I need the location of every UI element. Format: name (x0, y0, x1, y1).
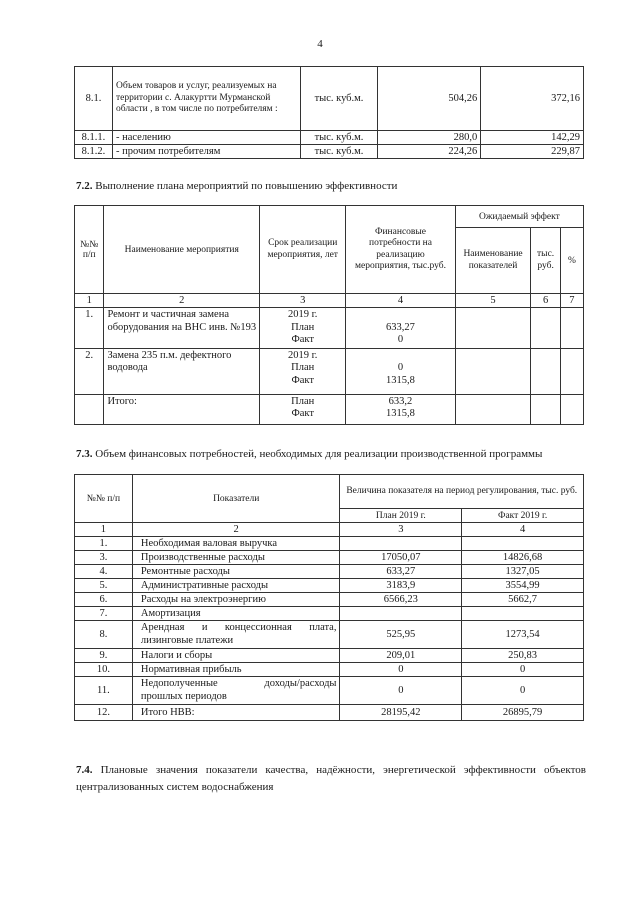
row-plan: 28195,42 (340, 705, 462, 721)
row-num: 4. (75, 565, 133, 579)
row-name: Ремонт и частичная замена оборудования на ВНС инв. №193 (104, 308, 260, 349)
empty-cell (455, 394, 531, 424)
row-name: Замена 235 п.м. дефектного водовода (104, 348, 260, 394)
row-num: 6. (75, 593, 133, 607)
total-plan-value: 633,2 (388, 395, 413, 407)
row-plan: 0 (340, 677, 462, 705)
empty-cell (531, 308, 560, 349)
empty-cell (560, 348, 583, 394)
total-finance (346, 394, 455, 424)
section-heading-7-2 (76, 180, 397, 192)
header-fact: Факт 2019 г. (462, 509, 584, 523)
index-cell: 3 (260, 294, 346, 308)
row-num: 9. (75, 649, 133, 663)
total-row (75, 705, 584, 721)
index-cell: 7 (560, 294, 583, 308)
row-unit: тыс. куб.м. (300, 131, 378, 145)
empty-cell (560, 308, 583, 349)
row-name: Налоги и сборы (132, 649, 340, 663)
row-num: 8.1.2. (75, 145, 113, 159)
row-value-fact: 142,29 (481, 131, 584, 145)
table-row (75, 649, 584, 663)
row-fact: 250,83 (462, 649, 584, 663)
row-unit: тыс. куб.м. (300, 145, 378, 159)
index-cell: 1 (75, 294, 104, 308)
row-name: Производственные расходы (132, 551, 340, 565)
index-cell: 3 (340, 523, 462, 537)
header-plan: План 2019 г. (340, 509, 462, 523)
row-name: Объем товаров и услуг, реализуемых на территории с. Алакуртти Мурманской области , в том числе по потребителям : (112, 67, 300, 131)
header-num: №№ п/п (75, 475, 133, 523)
row-num: 10. (75, 663, 133, 677)
index-cell: 4 (346, 294, 455, 308)
header-name: Наименование мероприятия (104, 206, 260, 294)
row-value-plan: 280,0 (378, 131, 481, 145)
row-plan-value: 633,27 (386, 321, 415, 333)
row-fact (462, 537, 584, 551)
table-row (75, 308, 584, 349)
section-title: Выполнение плана мероприятий по повышению эффективности (95, 180, 398, 192)
row-num: 8.1. (75, 67, 113, 131)
volume-table (74, 66, 584, 159)
row-plan: 633,27 (340, 565, 462, 579)
row-fact: 0 (462, 663, 584, 677)
table-row (75, 551, 584, 565)
table-row (75, 621, 584, 649)
row-num: 11. (75, 677, 133, 705)
row-year: 2019 г. (288, 349, 318, 361)
row-year: 2019 г. (288, 309, 318, 320)
index-row (75, 523, 584, 537)
empty-cell (455, 308, 531, 349)
table-row (75, 677, 584, 705)
header-num: №№ п/п (75, 206, 104, 294)
section-heading-7-4 (76, 762, 586, 796)
row-value-fact: 229,87 (481, 145, 584, 159)
row-fact: 5662,7 (462, 593, 584, 607)
row-num: 8. (75, 621, 133, 649)
table-row (75, 131, 584, 145)
empty-cell (560, 394, 583, 424)
row-num: 5. (75, 579, 133, 593)
row-fact-label: Факт (291, 374, 314, 386)
index-row (75, 294, 584, 308)
empty-cell (455, 348, 531, 394)
header-finance: Финансовые потребности на реализацию мероприятия, тыс.руб. (346, 206, 455, 294)
row-name: Расходы на электроэнергию (132, 593, 340, 607)
header-percent: % (560, 228, 583, 294)
total-fact-label: Факт (291, 408, 314, 420)
index-cell: 2 (104, 294, 260, 308)
row-name: Ремонтные расходы (132, 565, 340, 579)
row-unit: тыс. куб.м. (300, 67, 378, 131)
header-indicator: Показатели (132, 475, 340, 523)
total-row (75, 394, 584, 424)
row-plan: 525,95 (340, 621, 462, 649)
row-plan: 3183,9 (340, 579, 462, 593)
row-fact: 26895,79 (462, 705, 584, 721)
table-row (75, 663, 584, 677)
financial-needs-table (74, 474, 584, 721)
row-num: 2. (75, 348, 104, 394)
page-number: 4 (317, 38, 323, 50)
row-fact: 1273,54 (462, 621, 584, 649)
row-finance (346, 348, 455, 394)
row-plan-label: План (291, 321, 315, 333)
empty-cell (531, 348, 560, 394)
section-title: Объем финансовых потребностей, необходимых для реализации производственной программы (95, 448, 543, 460)
row-name: Административные расходы (132, 579, 340, 593)
row-name: Арендная и концессионная плата, лизинговые платежи (132, 621, 340, 649)
index-cell: 6 (531, 294, 560, 308)
row-term (260, 348, 346, 394)
section-heading-7-3 (76, 448, 542, 460)
row-num: 12. (75, 705, 133, 721)
row-fact: 1327,05 (462, 565, 584, 579)
row-num: 3. (75, 551, 133, 565)
row-fact: 0 (462, 677, 584, 705)
total-label: Итого: (104, 394, 260, 424)
index-cell: 1 (75, 523, 133, 537)
row-num: 1. (75, 308, 104, 349)
row-fact-label: Факт (291, 334, 314, 346)
header-term: Срок реализации мероприятия, лет (260, 206, 346, 294)
row-fact: 3554,99 (462, 579, 584, 593)
measures-table (74, 205, 584, 425)
section-number: 7.4. (76, 764, 93, 776)
header-thousand-rub: тыс. руб. (531, 228, 560, 294)
row-name: Амортизация (132, 607, 340, 621)
row-value-plan: 504,26 (378, 67, 481, 131)
table-row (75, 593, 584, 607)
row-name: - прочим потребителям (112, 145, 300, 159)
table-row (75, 565, 584, 579)
row-value-fact: 372,16 (481, 67, 584, 131)
row-name: Нормативная прибыль (132, 663, 340, 677)
table-row (75, 145, 584, 159)
row-value-plan: 224,26 (378, 145, 481, 159)
row-plan: 209,01 (340, 649, 462, 663)
row-name: Необходимая валовая выручка (132, 537, 340, 551)
header-indicator: Наименование показателей (455, 228, 531, 294)
row-plan: 17050,07 (340, 551, 462, 565)
row-plan (340, 537, 462, 551)
index-cell: 5 (455, 294, 531, 308)
total-plan-label: План (291, 395, 315, 407)
section-number: 7.3. (76, 448, 93, 460)
total-term (260, 394, 346, 424)
row-fact (462, 607, 584, 621)
row-num: 8.1.1. (75, 131, 113, 145)
row-name: Недополученные доходы/расходы прошлых периодов (132, 677, 340, 705)
section-number: 7.2. (76, 180, 93, 192)
index-cell: 2 (132, 523, 340, 537)
table-row (75, 537, 584, 551)
index-cell: 4 (462, 523, 584, 537)
row-plan (340, 607, 462, 621)
row-plan-value: 0 (397, 362, 404, 374)
row-fact-value: 1315,8 (386, 374, 415, 386)
table-row (75, 607, 584, 621)
empty-cell (531, 394, 560, 424)
row-name: - населению (112, 131, 300, 145)
table-row (75, 67, 584, 131)
table-row (75, 579, 584, 593)
row-plan: 6566,23 (340, 593, 462, 607)
table-row (75, 348, 584, 394)
empty-cell (75, 394, 104, 424)
header-value: Величина показателя на период регулирования, тыс. руб. (340, 475, 584, 509)
section-title: Плановые значения показатели качества, надёжности, энергетической эффективности объектов централизованных систем водоснабжения (76, 764, 586, 794)
row-fact: 14826,68 (462, 551, 584, 565)
row-fact-value: 0 (397, 334, 404, 346)
row-finance (346, 308, 455, 349)
row-name: Итого НВВ: (132, 705, 340, 721)
row-num: 7. (75, 607, 133, 621)
total-fact-value: 1315,8 (386, 408, 415, 420)
row-num: 1. (75, 537, 133, 551)
row-plan-label: План (291, 362, 315, 374)
header-effect: Ожидаемый эффект (455, 206, 583, 228)
row-plan: 0 (340, 663, 462, 677)
row-term (260, 308, 346, 349)
